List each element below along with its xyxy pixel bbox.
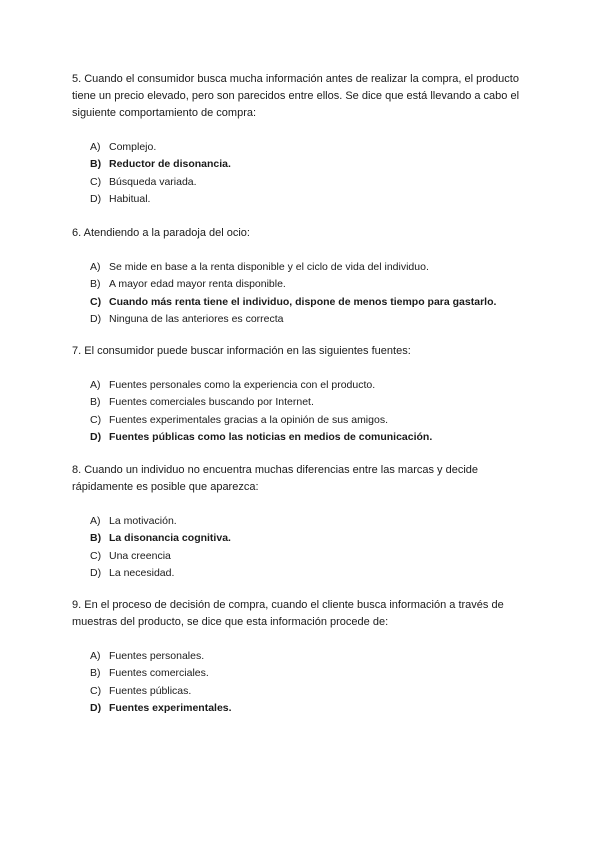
option-letter: A) [90,379,101,391]
question-text: 9. En el proceso de decisión de compra, cuando el cliente busca información a través de muestras del producto, se dice que esta información procede de: [72,599,504,628]
option-text: Fuentes comerciales. [109,667,209,680]
option-letter: D) [90,192,102,205]
option-text: La disonancia cognitiva. [109,532,231,545]
option-text: A mayor edad mayor renta disponible. [109,278,286,291]
option-a [90,377,432,394]
question-6 [72,225,532,325]
option-letter: D) [90,430,102,443]
option-letter: D) [90,701,102,714]
option-letter: C) [90,413,102,426]
option-b-correct [90,530,231,547]
option-d [90,565,231,582]
option-letter: C) [90,175,102,188]
option-d [90,191,231,208]
option-letter: A) [90,515,101,527]
question-9 [72,597,532,714]
option-letter: C) [90,684,102,697]
option-text: Ninguna de las anteriores es correcta [109,312,284,325]
option-letter: A) [90,141,101,153]
question-text: 7. El consumidor puede buscar información en las siguientes fuentes: [72,345,411,357]
option-text: Fuentes comerciales buscando por Internet. [109,396,314,409]
option-letter: D) [90,312,102,325]
option-text: Cuando más renta tiene el individuo, dispone de menos tiempo para gastarlo. [109,295,497,308]
option-text: Se mide en base a la renta disponible y el ciclo de vida del individuo. [109,261,429,273]
option-text: Fuentes personales. [109,650,205,662]
option-letter: C) [90,295,102,308]
option-c [90,548,231,565]
option-list [90,259,496,328]
option-letter: B) [90,158,102,171]
option-text: La motivación. [109,515,177,527]
option-b [90,665,232,682]
option-a [90,648,232,665]
option-text: Fuentes públicas. [109,684,192,697]
option-text: Fuentes experimentales. [109,701,232,714]
option-text: Habitual. [109,192,151,205]
option-c [90,683,232,700]
option-text: Reductor de disonancia. [109,158,231,171]
option-b [90,276,496,293]
option-list [90,513,231,582]
option-c [90,174,231,191]
option-text: La necesidad. [109,566,175,579]
question-text: 8. Cuando un individuo no encuentra muchas diferencias entre las marcas y decide rápidamente es posible que aparezca: [72,464,479,493]
option-text: Una creencia [109,549,171,562]
option-letter: B) [90,396,101,409]
option-list [90,139,231,208]
option-letter: C) [90,549,102,562]
option-letter: D) [90,566,102,579]
question-text: 6. Atendiendo a la paradoja del ocio: [72,227,250,239]
option-b-correct [90,156,231,173]
option-letter: B) [90,278,101,291]
option-list [90,648,232,717]
option-letter: B) [90,532,102,545]
question-text: 5. Cuando el consumidor busca mucha información antes de realizar la compra, el producto tiene un precio elevado, pero son parecidos entre ellos. Se dice que está llevando a cabo el siguiente comportamiento de compra: [72,73,520,119]
option-d-correct [90,700,232,717]
option-list [90,377,432,446]
option-text: Búsqueda variada. [109,175,197,188]
question-7 [72,343,532,443]
option-letter: B) [90,667,101,680]
option-a [90,259,496,276]
option-text: Complejo. [109,141,157,153]
option-b [90,394,432,411]
option-letter: A) [90,261,101,273]
option-c [90,412,432,429]
option-text: Fuentes públicas como las noticias en medios de comunicación. [109,430,433,443]
option-letter: A) [90,650,101,662]
option-d-correct [90,429,432,446]
question-8 [72,462,532,579]
option-c-correct [90,294,496,311]
question-5 [72,71,532,205]
option-text: Fuentes experimentales gracias a la opinión de sus amigos. [109,413,388,426]
option-text: Fuentes personales como la experiencia con el producto. [109,379,376,391]
option-a [90,513,231,530]
option-d [90,311,496,328]
option-a [90,139,231,156]
